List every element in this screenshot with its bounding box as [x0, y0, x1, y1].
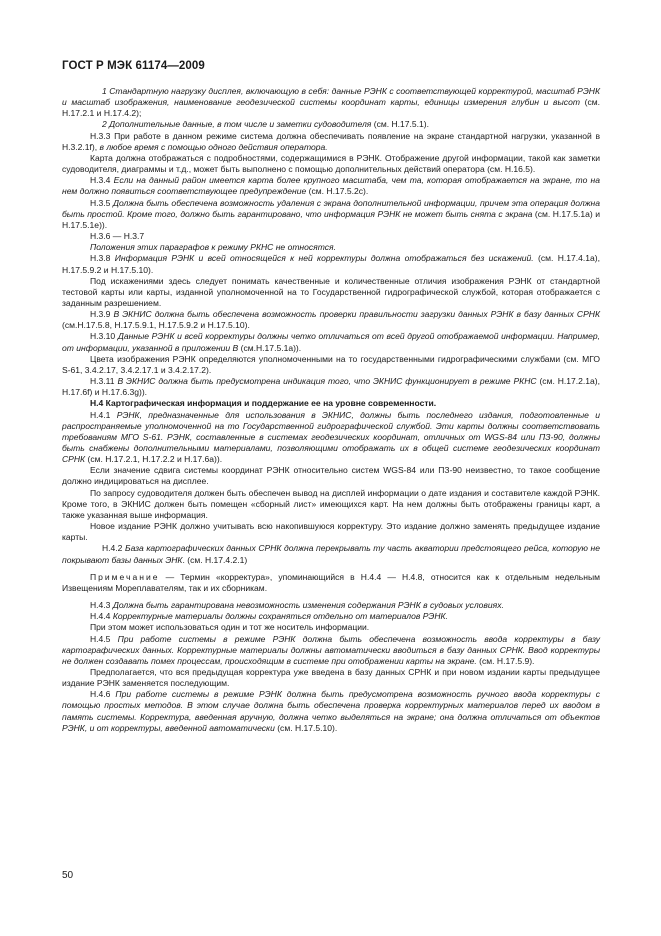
text: Н.4.5 — [90, 633, 118, 644]
italic-text: РЭНК, предназначенные для использования в ЭКНИС, должны быть последнего издания, подготовленные и распространяемые уполномоченной на то Государственной гидрографической службой. Эти карты должны соответствовать требованиям МГО S-61. РЭНК, составленные в системах геодезических координат, отличных от WGS-84 или ПЗ-90, должны быть снабжены дополнительными материалами, позволяющими отображать их в общей системе геодезических координат СРНК — [62, 409, 600, 465]
paragraph — [62, 198, 600, 231]
text: Н.3.4 — [90, 175, 114, 186]
text: (см. Н.17.2.1 и Н.17.4.2); — [62, 97, 600, 119]
paragraph: Цвета изображения РЭНК определяются уполномоченными на то государственными гидрографическими службами (см. МГО S-61, 3.4.2.17, 3.4.2.17.1 и 3.4.2.17.2). — [62, 353, 600, 375]
paragraph: Карта должна отображаться с подробностями, содержащимися в РЭНК. Отображение другой информации, такой как заметки судоводителя, диаграммы и т.д., может быть выполнено с помощью дополнительных действий оператора (см. Н.16.5). — [62, 152, 600, 175]
italic-text: Положения этих параграфов к режиму РКНС не относятся. — [90, 242, 336, 253]
paragraph: Н.3.6 — Н.3.7 — [90, 231, 145, 242]
note-label: Примечание — [90, 571, 160, 582]
italic-text: В ЭКНИС должна быть обеспечена возможность проверки правильности загрузки данных РЭНК в базу данных СРНК — [113, 309, 600, 320]
italic-text: Корректурные материалы должны сохраняться отдельно от материалов РЭНК. — [112, 611, 448, 622]
paragraph: Предполагается, что вся предыдущая корректура уже введена в базу данных СРНК и при новом издании карты предыдущее издание РЭНК заменяется последующим. — [62, 666, 600, 689]
paragraph — [62, 175, 600, 197]
paragraph — [62, 309, 600, 331]
text: Н.3.3 При работе в данном режиме система должна обеспечивать появление на экране стандартной нагрузки, указанной в Н.3.2.1f), — [62, 130, 600, 152]
italic-text: Если на данный район имеется карта более крупного масштаба, чем та, которая отображается на экране, то на нем должно появиться соответствующее предупреждение — [62, 175, 600, 197]
text: Н.4.3 — [90, 600, 113, 611]
text: Н.4.1 — [90, 409, 117, 420]
text: Н.3.10 — [90, 331, 118, 342]
document-body — [62, 86, 600, 734]
text: (см. Н.17.2.1, Н.17.2.2 и Н.17.6а)). — [85, 454, 223, 465]
paragraph — [62, 242, 600, 253]
paragraph: Под искажениями здесь следует понимать качественные и количественные отличия изображения РЭНК от стандартной тестовой карты или карты, изданной уполномоченной на то Государственной гидрографической службой, которая отображается с заданным разрешением. — [62, 275, 600, 308]
text: Н.4.4 — [90, 611, 113, 622]
italic-text: Должна быть обеспечена возможность удаления с экрана дополнительной информации, причем эта операция должна быть простой. Кроме того, должно быть гарантировано, что информация РЭНК не может быть снята с экрана — [62, 197, 600, 219]
paragraph — [62, 119, 600, 130]
italic-text: 2 Дополнительные данные, в том числе и заметки судоводителя — [102, 119, 372, 130]
text: Н.3.5 — [90, 197, 113, 208]
section-heading — [62, 398, 600, 409]
paragraph — [62, 689, 600, 734]
paragraph: Если значение сдвига системы координат РЭНК относительно систем WGS-84 или ПЗ-90 неизвестно, то такое сообщение должно индицироваться на дисплее. — [62, 465, 600, 487]
paragraph — [62, 376, 600, 398]
italic-text: 1 Стандартную нагрузку дисплея, включающую в себя: данные РЭНК с соответствующей корректурой, масштаб РЭНК и масштаб изображения, наименование геодезической системы координат карты, единицы измерения глубин и высот — [62, 86, 600, 108]
text: Н.3.9 — [90, 309, 114, 320]
italic-text: В ЭКНИС должна быть предусмотрена индикация того, что ЭКНИС функционирует в режиме РКНС — [117, 376, 537, 387]
paragraph — [62, 331, 600, 353]
paragraph — [62, 410, 600, 466]
paragraph — [62, 86, 600, 119]
paragraph: Новое издание РЭНК должно учитывать всю накопившуюся корректуру. Это издание должно заменять предыдущее издание карты. — [62, 521, 600, 543]
page-number: 50 — [62, 870, 74, 881]
italic-text: Должна быть гарантирована невозможность изменения содержания РЭНК в судовых условиях. — [112, 600, 504, 611]
text: Н.3.8 — [90, 253, 115, 264]
text: . (см. Н.17.4.2.1) — [182, 554, 248, 565]
paragraph — [62, 131, 600, 153]
paragraph: При этом может использоваться один и тот же носитель информации. — [90, 622, 370, 633]
text: Н.3.11 — [90, 376, 118, 387]
text: (см. Н.17.5.10). — [274, 722, 338, 733]
italic-text: База картографических данных СРНК должна перекрывать ту часть акватории предстоящего рейса, которую не покрывают базы данных ЭНК — [62, 543, 600, 565]
paragraph — [62, 600, 600, 611]
text: (см. Н.17.5.1). — [371, 119, 430, 130]
text: (см. Н.17.5.2с). — [306, 186, 369, 197]
paragraph — [62, 253, 600, 275]
text: (см.Н.17.5.8, Н.17.5.9.1, Н.17.5.9.2 и Н.17.5.10). — [62, 320, 250, 331]
text: — Термин «корректура», упоминающийся в Н.4.4 — Н.4.8, относится как к отдельным недельным Извещениям Мореплавателям, так и их сборникам. — [62, 571, 600, 593]
text: Н.4.2 — [102, 543, 126, 554]
text: (см. Н.17.4.1а), Н.17.5.9.2 и Н.17.5.10). — [62, 253, 600, 275]
italic-text: Информация РЭНК и всей относящейся к ней корректуры должна отображаться без искажений. — [114, 253, 534, 264]
italic-text: Данные РЭНК и всей корректуры должны четко отличаться от всей другой отображаемой информации. Например, от информации, указанной в приложении В — [62, 331, 600, 353]
italic-text: При работе системы в режиме РЭНК должна быть предусмотрена возможность ручного ввода корректуры с помощью простых методов. В этом случае должна быть обеспечена проверка корректурных материалов перед их вводом в память системы. Корректура, введенная вручную, должна четко выделяться на экране; она должна отличаться от объектов РЭНК, и от корректуры, введенной автоматически — [62, 689, 600, 733]
text: (см. Н.17.5.9). — [476, 655, 535, 666]
italic-text: При работе системы в режиме РЭНК должна быть обеспечена возможность ввода корректуры в базу картографических данных. Корректурные материалы должны автоматически вводиться в базу данных СРНК. Ввод корректуры не должен создавать помех процессам, происходящим в системе при отображении карты на экране. — [62, 633, 600, 666]
paragraph — [62, 543, 600, 565]
document-header: ГОСТ Р МЭК 61174—2009 — [62, 60, 205, 72]
bold-text: Н.4 Картографическая информация и поддержание ее на уровне современности. — [90, 398, 437, 409]
text: (см. Н.17.5.1а) и Н.17.5.1е)). — [62, 208, 600, 230]
text: Н.4.6 — [90, 689, 116, 700]
note — [62, 572, 600, 594]
paragraph — [62, 634, 600, 667]
text: (см. Н.17.2.1а), Н.17.6f) и Н.17.6.3g)). — [62, 376, 601, 398]
paragraph: По запросу судоводителя должен быть обеспечен вывод на дисплей информации о дате издания и составителе каждой РЭНК. Кроме того, в ЭКНИС должен быть помещен «сборный лист» имеющихся карт. На нем должны быть отображены границы карт, а также указанная выше информация. — [62, 487, 600, 520]
text: (см.Н.17.5.1а)). — [238, 342, 302, 353]
paragraph — [62, 611, 600, 622]
italic-text: в любое время с помощью одного действия оператора. — [99, 141, 328, 152]
